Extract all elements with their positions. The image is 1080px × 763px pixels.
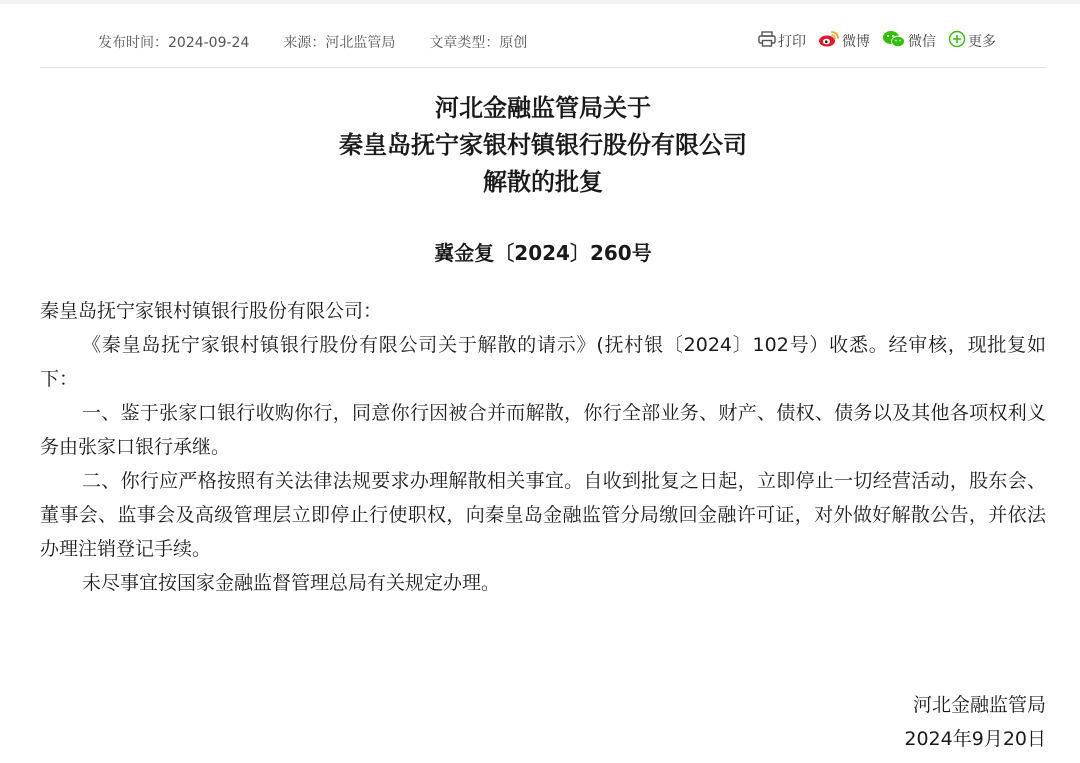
title-line: 河北金融监管局关于 [435,94,651,122]
more-share-button[interactable] [948,30,996,52]
body-paragraph: 二、你行应严格按照有关法律法规要求办理解散相关事宜。自收到批复之日起，立即停止一切经营活动，股东会、董事会、监事会及高级管理层立即停止行使职权，向秦皇岛金融监管分局缴回金融许可证，对外做好解散公告，并依法办理注销登记手续。 [40,470,1046,560]
article-body [40,294,1046,600]
signature-date: 2024年9月20日 [904,728,1046,750]
body-paragraph: 一、鉴于张家口银行收购你行，同意你行因被合并而解散，你行全部业务、财产、债权、债务以及其他各项权利义务由张家口银行承继。 [40,402,1046,458]
plus-circle-icon [948,30,968,52]
wechat-share-button[interactable] [882,30,936,52]
title-line: 秦皇岛抚宁家银村镇银行股份有限公司 [339,131,747,159]
weibo-share-button[interactable] [818,30,870,52]
body-paragraph: 《秦皇岛抚宁家银村镇银行股份有限公司关于解散的请示》(抚村银〔2024〕102号）收悉。经审核，现批复如下： [40,334,1046,390]
signature-org: 河北金融监管局 [912,694,1046,716]
weibo-label: 微博 [842,34,870,50]
weibo-icon [818,30,842,52]
body-paragraph: 未尽事宜按国家金融监督管理总局有关规定办理。 [82,572,501,594]
source: 来源：河北监管局 [283,35,396,51]
document-number: 冀金复〔2024〕260号 [434,241,652,265]
wechat-label: 微信 [908,34,936,50]
more-label: 更多 [968,34,996,50]
share-toolbar [746,30,996,52]
article-meta [98,32,561,52]
top-strip [0,0,1080,4]
signature-block [904,688,1046,756]
title-line: 解散的批复 [483,168,603,196]
header-divider [40,67,1046,68]
print-label: 打印 [778,34,806,50]
printer-icon [758,31,778,51]
article-type: 文章类型：原创 [429,35,528,51]
publish-time: 发布时间：2024-09-24 [98,35,250,51]
print-button[interactable] [758,31,806,51]
salutation: 秦皇岛抚宁家银村镇银行股份有限公司： [40,300,383,322]
wechat-icon [882,30,908,52]
article-title [40,90,1046,201]
